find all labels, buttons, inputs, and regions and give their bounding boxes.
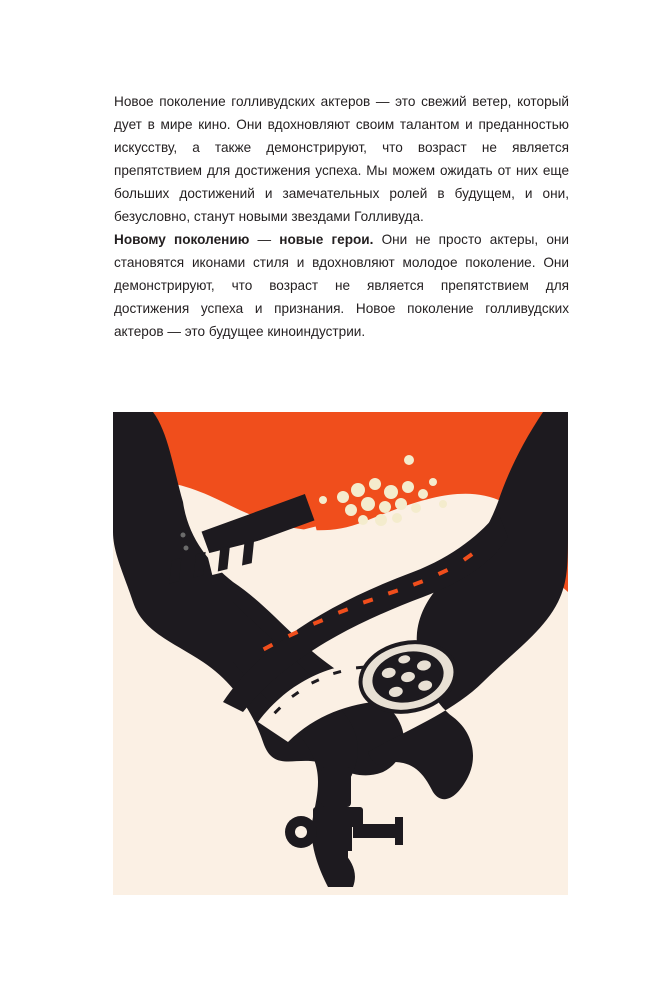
cinema-illustration xyxy=(113,412,568,895)
em-dash: — xyxy=(249,232,280,247)
decor-dot xyxy=(181,533,186,538)
bold-lead-phrase: Новому поколению xyxy=(114,232,250,247)
paragraph-new-heroes xyxy=(114,228,569,343)
decor-dot xyxy=(184,546,189,551)
cinema-illustration-svg xyxy=(113,412,568,895)
paragraph-intro: Новое поколение голливудских актеров — это свежий ветер, который дует в мире кино. Они вдохновляют своим талантом и преданностью искусству, а также демонстрируют, что возраст не является препятствием для достижения успеха. Мы можем ожидать от них еще больших достижений и замечательных ролей в будущем, и они, безусловно, станут новыми звездами Голливуда. xyxy=(114,94,569,224)
bold-lead-heroes: новые герои. xyxy=(279,232,374,247)
paragraph-body: Они не просто актеры, они становятся иконами стиля и вдохновляют молодое поколение. Они демонстрируют, что возраст не является препятствием для достижения успеха и признания. Новое поколение голливудских актеров — это будущее киноиндустрии. xyxy=(114,232,569,339)
